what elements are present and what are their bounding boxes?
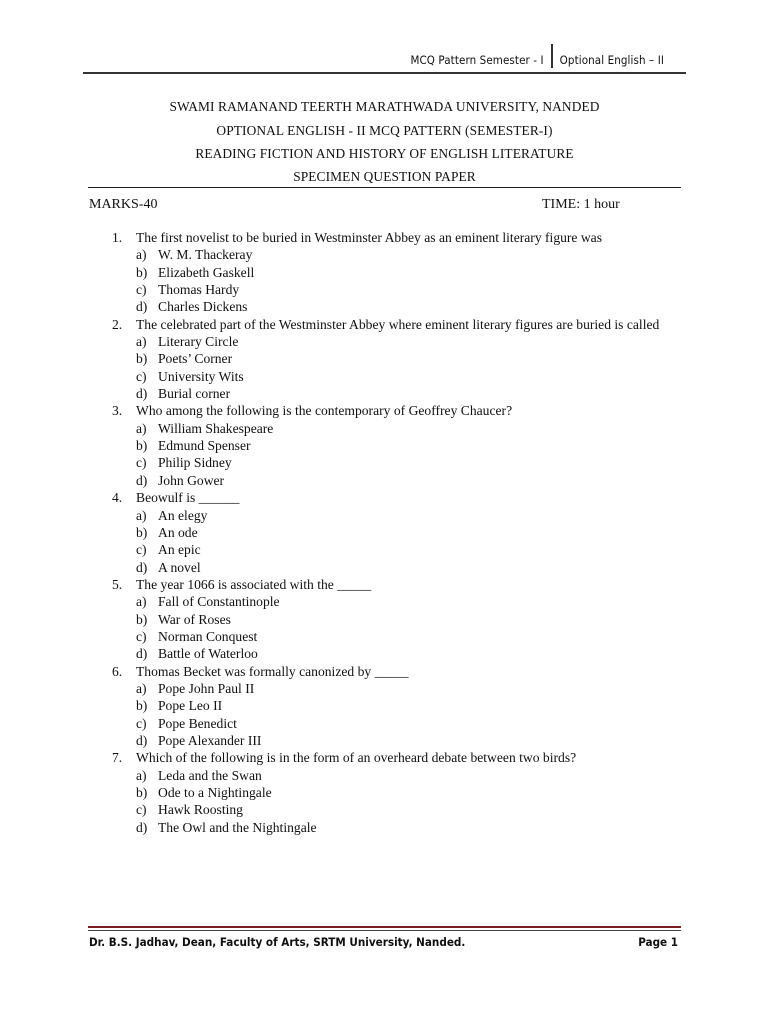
option-letter: c) xyxy=(136,715,147,731)
option-letter: c) xyxy=(136,282,147,298)
answer-option xyxy=(136,368,672,385)
option-letter: d) xyxy=(136,646,148,662)
option-text: Pope Alexander III xyxy=(158,732,262,748)
answer-option xyxy=(136,507,672,524)
question-row xyxy=(112,316,672,333)
option-letter: a) xyxy=(136,507,147,523)
question-text: The year 1066 is associated with the _____ xyxy=(136,576,372,592)
option-text: John Gower xyxy=(158,472,225,488)
question-number: 5. xyxy=(112,576,123,592)
answer-option xyxy=(136,732,672,749)
option-letter: b) xyxy=(136,698,148,714)
answer-option xyxy=(136,454,672,471)
question-item xyxy=(112,749,672,836)
option-letter: d) xyxy=(136,559,148,575)
footer-author: Dr. B.S. Jadhav, Dean, Faculty of Arts, SRTM University, Nanded. xyxy=(89,935,466,949)
option-letter: b) xyxy=(136,264,148,280)
paper-subtitle: OPTIONAL ENGLISH - II MCQ PATTERN (SEMESTER-I) xyxy=(216,123,553,138)
option-letter: a) xyxy=(136,680,147,696)
answer-option xyxy=(136,246,672,263)
option-text: Pope Benedict xyxy=(158,715,237,731)
question-number: 4. xyxy=(112,490,123,506)
answer-option xyxy=(136,680,672,697)
running-header xyxy=(410,48,664,72)
answer-option xyxy=(136,645,672,662)
option-text: Charles Dickens xyxy=(158,299,248,315)
answer-option xyxy=(136,472,672,489)
option-letter: b) xyxy=(136,785,148,800)
footer-rule-thin xyxy=(88,930,681,931)
answer-option xyxy=(136,333,672,350)
answer-option xyxy=(136,541,672,558)
question-item xyxy=(112,316,672,403)
option-letter: b) xyxy=(136,524,148,540)
answer-option xyxy=(136,628,672,645)
option-letter: d) xyxy=(136,472,148,488)
question-row xyxy=(112,749,672,766)
time-label: TIME: 1 hour xyxy=(542,197,620,212)
option-text: Thomas Hardy xyxy=(158,282,240,298)
option-text: Literary Circle xyxy=(158,334,239,350)
university-title: SWAMI RAMANAND TEERTH MARATHWADA UNIVERSITY, NANDED xyxy=(169,99,600,114)
question-text: The celebrated part of the Westminster Abbey where eminent literary figures are buried is called xyxy=(136,316,660,332)
answer-option xyxy=(136,801,672,818)
answer-option xyxy=(136,281,672,298)
option-text: Burial corner xyxy=(158,386,231,402)
option-text: Norman Conquest xyxy=(158,628,258,644)
title-rule xyxy=(88,187,681,188)
option-text: William Shakespeare xyxy=(158,420,274,436)
question-item xyxy=(112,576,672,663)
footer-rule xyxy=(88,926,681,928)
option-text: Leda and the Swan xyxy=(158,767,262,783)
option-letter: c) xyxy=(136,802,147,818)
answer-option xyxy=(136,611,672,628)
question-item xyxy=(112,402,672,489)
option-letter: b) xyxy=(136,611,148,627)
question-number: 2. xyxy=(112,316,123,332)
page-number: Page 1 xyxy=(638,935,678,949)
question-text: Who among the following is the contemporary of Geoffrey Chaucer? xyxy=(136,403,513,419)
option-letter: b) xyxy=(136,438,148,454)
option-letter: a) xyxy=(136,247,147,263)
question-number: 3. xyxy=(112,403,123,419)
answer-option xyxy=(136,298,672,315)
option-letter: a) xyxy=(136,767,147,783)
header-separator xyxy=(551,44,553,68)
option-text: Pope Leo II xyxy=(158,698,223,714)
option-letter: c) xyxy=(136,542,147,558)
answer-option xyxy=(136,350,672,367)
option-letter: a) xyxy=(136,594,147,610)
option-text: An epic xyxy=(158,542,201,558)
answer-option xyxy=(136,715,672,732)
question-row xyxy=(112,576,672,593)
option-letter: c) xyxy=(136,628,147,644)
answer-option xyxy=(136,437,672,454)
question-item xyxy=(112,663,672,750)
question-text: Thomas Becket was formally canonized by _____ xyxy=(136,663,409,679)
course-title: READING FICTION AND HISTORY OF ENGLISH LITERATURE xyxy=(195,146,574,161)
option-letter: c) xyxy=(136,368,147,384)
option-text: A novel xyxy=(158,559,201,575)
answer-option xyxy=(136,559,672,576)
option-text: War of Roses xyxy=(158,611,231,627)
answer-option xyxy=(136,264,672,281)
option-text: Pope John Paul II xyxy=(158,680,255,696)
answer-option xyxy=(136,524,672,541)
option-text: University Wits xyxy=(158,368,244,384)
option-letter: d) xyxy=(136,819,148,835)
question-item xyxy=(112,229,672,316)
question-row xyxy=(112,229,672,246)
question-number: 7. xyxy=(112,750,123,766)
header-right-text: Optional English – II xyxy=(559,53,664,67)
option-letter: b) xyxy=(136,351,148,367)
option-letter: a) xyxy=(136,420,147,436)
specimen-title: SPECIMEN QUESTION PAPER xyxy=(293,169,476,184)
option-text: Elizabeth Gaskell xyxy=(158,264,255,280)
option-text: Ode to a Nightingale xyxy=(158,785,272,800)
question-text: The first novelist to be buried in Westminster Abbey as an eminent literary figure was xyxy=(136,230,603,245)
answer-option xyxy=(136,767,672,784)
header-left-text: MCQ Pattern Semester - I xyxy=(410,53,544,67)
question-text: Beowulf is ______ xyxy=(136,490,240,506)
answer-option xyxy=(136,385,672,402)
question-number: 6. xyxy=(112,663,123,679)
marks-label: MARKS-40 xyxy=(89,197,158,212)
answer-option xyxy=(136,819,672,836)
question-item xyxy=(112,489,672,576)
question-row xyxy=(112,663,672,680)
option-letter: d) xyxy=(136,299,148,315)
option-letter: a) xyxy=(136,334,147,350)
option-text: Edmund Spenser xyxy=(158,438,251,454)
question-row xyxy=(112,489,672,506)
option-text: Fall of Constantinople xyxy=(158,594,280,610)
answer-option xyxy=(136,420,672,437)
option-text: Poets’ Corner xyxy=(158,351,233,367)
option-letter: d) xyxy=(136,732,148,748)
option-letter: d) xyxy=(136,386,148,402)
answer-option xyxy=(136,697,672,714)
header-rule xyxy=(83,72,686,74)
question-row xyxy=(112,402,672,419)
option-text: Hawk Roosting xyxy=(158,802,243,818)
answer-option xyxy=(136,593,672,610)
option-text: W. M. Thackeray xyxy=(158,247,253,263)
question-list xyxy=(112,229,672,836)
option-letter: c) xyxy=(136,455,147,471)
option-text: The Owl and the Nightingale xyxy=(158,819,317,835)
option-text: An ode xyxy=(158,524,198,540)
option-text: An elegy xyxy=(158,507,208,523)
question-text: Which of the following is in the form of an overheard debate between two birds? xyxy=(136,750,577,766)
option-text: Battle of Waterloo xyxy=(158,646,258,662)
answer-option xyxy=(136,784,672,801)
question-number: 1. xyxy=(112,230,123,245)
option-text: Philip Sidney xyxy=(158,455,232,471)
